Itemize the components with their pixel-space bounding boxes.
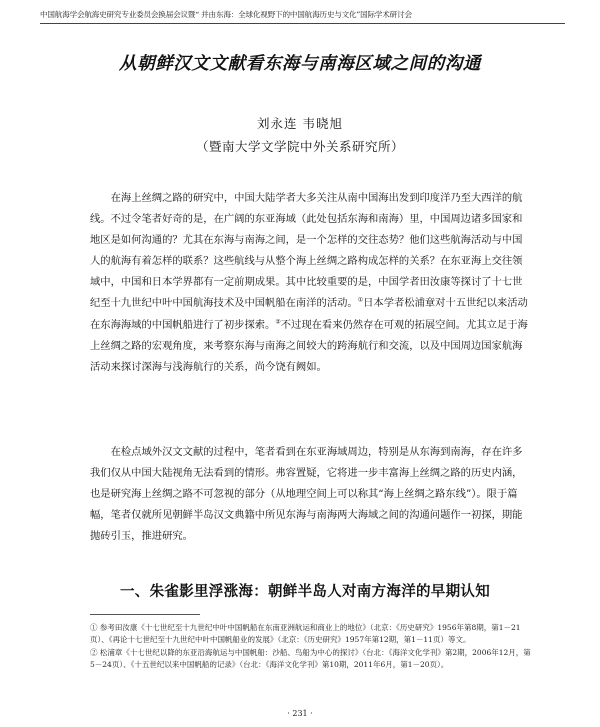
body-paragraph-2 <box>90 442 530 547</box>
footnote-ref-2[interactable]: ② <box>275 318 281 326</box>
footnote-1: ① 参考田汝康《十七世纪至十九世纪中叶中国帆船在东南亚洲航运和商业上的地位》（北京：《历史研究》1956年第8期，第1－21页）、《再论十七世纪至十九世纪中叶中国帆船业的发展》（北京：《历史研究》1957年第12期，第1－11页）等文。 <box>90 623 521 645</box>
author-affiliation: （暨南大学文学院中外关系研究所） <box>195 139 404 154</box>
text-segment: 在检点域外汉文文献的过程中，笔者看到在东亚海域周边，特别是从东海到南海，存在许多我们仅从中国大陆视角无法看到的情形。弗容置疑，它将进一步丰富海上丝绸之路的历史内涵，也是研究海上丝绸之路不可忽视的部分（从地理空间上可以称其“海上丝绸之路东线”）。限于篇幅，笔者仅就所见朝鲜半岛汉文典籍中所见东海与南海两大海域之间的沟通问题作一初探，期能抛砖引玉，推进研究。 <box>90 446 523 543</box>
article-title: 从朝鲜汉文文献看东海与南海区域之间的沟通 <box>119 54 481 74</box>
text-segment: 日本学者松浦章对十五世纪以来活动在东海海域的中国帆船进行了初步探索。 <box>90 297 528 331</box>
footnote-divider <box>90 614 200 615</box>
body-paragraph-1 <box>90 188 530 378</box>
page-number: · 231 · <box>287 709 313 718</box>
text-segment: 在海上丝绸之路的研究中，中国大陆学者大多关注从南中国海出发到印度洋乃至大西洋的航线。不过令笔者好奇的是，在广阔的东亚海域（此处包括东海和南海）里，中国周边诸多国家和地区是如何沟通的？尤其在东海与南海之间，是一个怎样的交往态势？他们这些航海活动与中国人的航海有着怎样的联系？这些航线与从整个海上丝绸之路构成怎样的关系？在东亚海上交往领域中，中国和日本学界都有一定前期成果。其中比较重要的是，中国学者田汝康等探讨了十七世纪至十九世纪中叶中国航海技术及中国帆船在南洋的活动。 <box>90 192 523 310</box>
paragraph-text <box>90 188 530 378</box>
running-header: 中国航海学会航海史研究专业委员会换届会议暨“ 并由东海：全球化视野下的中国航海历史与文化”国际学术研讨会 <box>40 9 565 24</box>
text-segment: 不过现在看来仍然存在可观的拓展空间。尤其立足于海上丝绸之路的宏观角度，来考察东海与南海之间较大的跨海航行和交流，以及中国周边国家航海活动来探讨深海与浅海航行的关系，尚今饶有阙如。 <box>90 318 528 373</box>
footnote-2: ② 松浦章《十七世纪以降的东亚沿海航运与中国帆船：沙船、鸟船为中心的探讨》（台北：《海洋文化学刊》第2期，2006年12月，第5－24页）、《十五世纪以来中国帆船的记录》（台北：《海洋文化学刊》第10期，2011年6月，第1－20页）。 <box>90 647 531 669</box>
article-authors: 刘永连 韦晓旭 <box>257 116 343 131</box>
footnote-ref-1[interactable]: ① <box>357 297 364 305</box>
footnotes <box>90 622 535 671</box>
section-heading: 一、朱雀影里浮涨海：朝鲜半岛人对南方海洋的早期认知 <box>120 584 490 600</box>
paragraph-text <box>90 442 530 547</box>
